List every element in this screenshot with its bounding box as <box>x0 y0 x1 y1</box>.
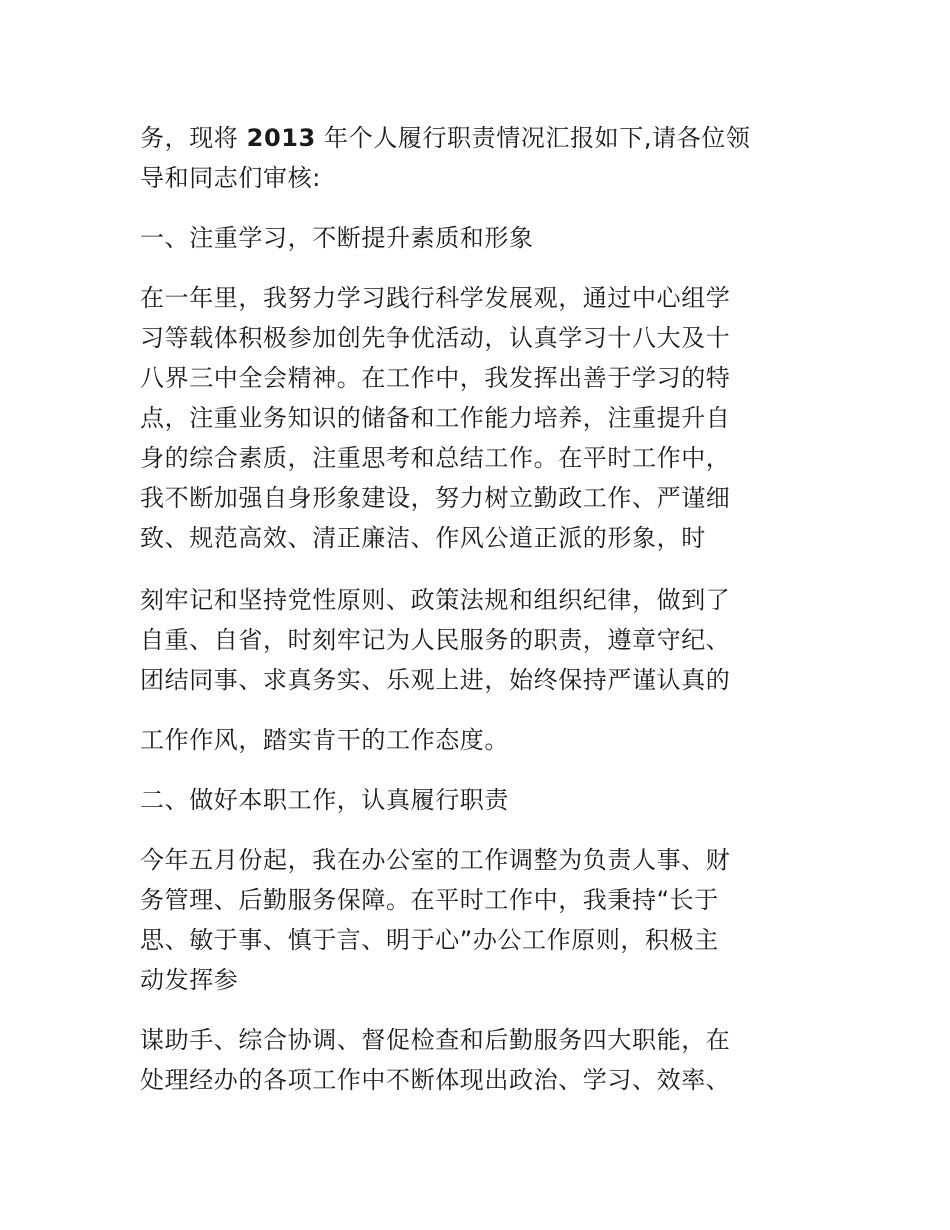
year-number: 2013 <box>246 124 316 152</box>
text-line: 处理经办的各项工作中不断体现出政治、学习、效率、 <box>140 1066 731 1094</box>
text-line: 习等载体积极参加创先争优活动，认真学习十八大及十 <box>140 324 731 352</box>
text-line: 思、敏于事、慎于言、明于心”办公工作原则，积极主 <box>140 926 719 954</box>
text-line: 点，注重业务知识的储备和工作能力培养，注重提升自 <box>140 404 731 432</box>
text-line: 身的综合素质，注重思考和总结工作。在平时工作中， <box>140 444 731 472</box>
text-line: 务管理、后勤服务保障。在平时工作中，我秉持“长于 <box>140 886 719 914</box>
paragraph-2a <box>140 840 805 1000</box>
paragraph-1b <box>140 580 805 700</box>
text-line: 谋助手、综合协调、督促检查和后勤服务四大职能，在 <box>140 1026 731 1054</box>
intro-line-1: 务，现将 2013 年个人履行职责情况汇报如下,请各位领 <box>140 124 751 152</box>
text-line: 动发挥参 <box>140 966 239 994</box>
text-line: 在一年里，我努力学习践行科学发展观，通过中心组学 <box>140 284 731 312</box>
text-line: 团结同事、求真务实、乐观上进，始终保持严谨认真的 <box>140 666 731 694</box>
text-line: 八界三中全会精神。在工作中，我发挥出善于学习的特 <box>140 364 731 392</box>
text-line: 工作作风，踏实肯干的工作态度。 <box>140 726 509 754</box>
intro-paragraph <box>140 118 805 198</box>
text-line: 我不断加强自身形象建设，努力树立勤政工作、严谨细 <box>140 484 731 512</box>
paragraph-1a <box>140 278 805 558</box>
text-line: 刻牢记和坚持党性原则、政策法规和组织纪律，做到了 <box>140 586 731 614</box>
intro-line-2: 导和同志们审核: <box>140 164 321 192</box>
text-line: 自重、自省，时刻牢记为人民服务的职责，遵章守纪、 <box>140 626 731 654</box>
paragraph-2b <box>140 1020 805 1100</box>
section-heading-2: 二、做好本职工作，认真履行职责 <box>140 786 509 814</box>
section-heading-1: 一、注重学习，不断提升素质和形象 <box>140 224 534 252</box>
text-line: 今年五月份起，我在办公室的工作调整为负责人事、财 <box>140 846 731 874</box>
text-line: 致、规范高效、清正廉洁、作风公道正派的形象，时 <box>140 524 706 552</box>
paragraph-1c <box>140 720 805 760</box>
